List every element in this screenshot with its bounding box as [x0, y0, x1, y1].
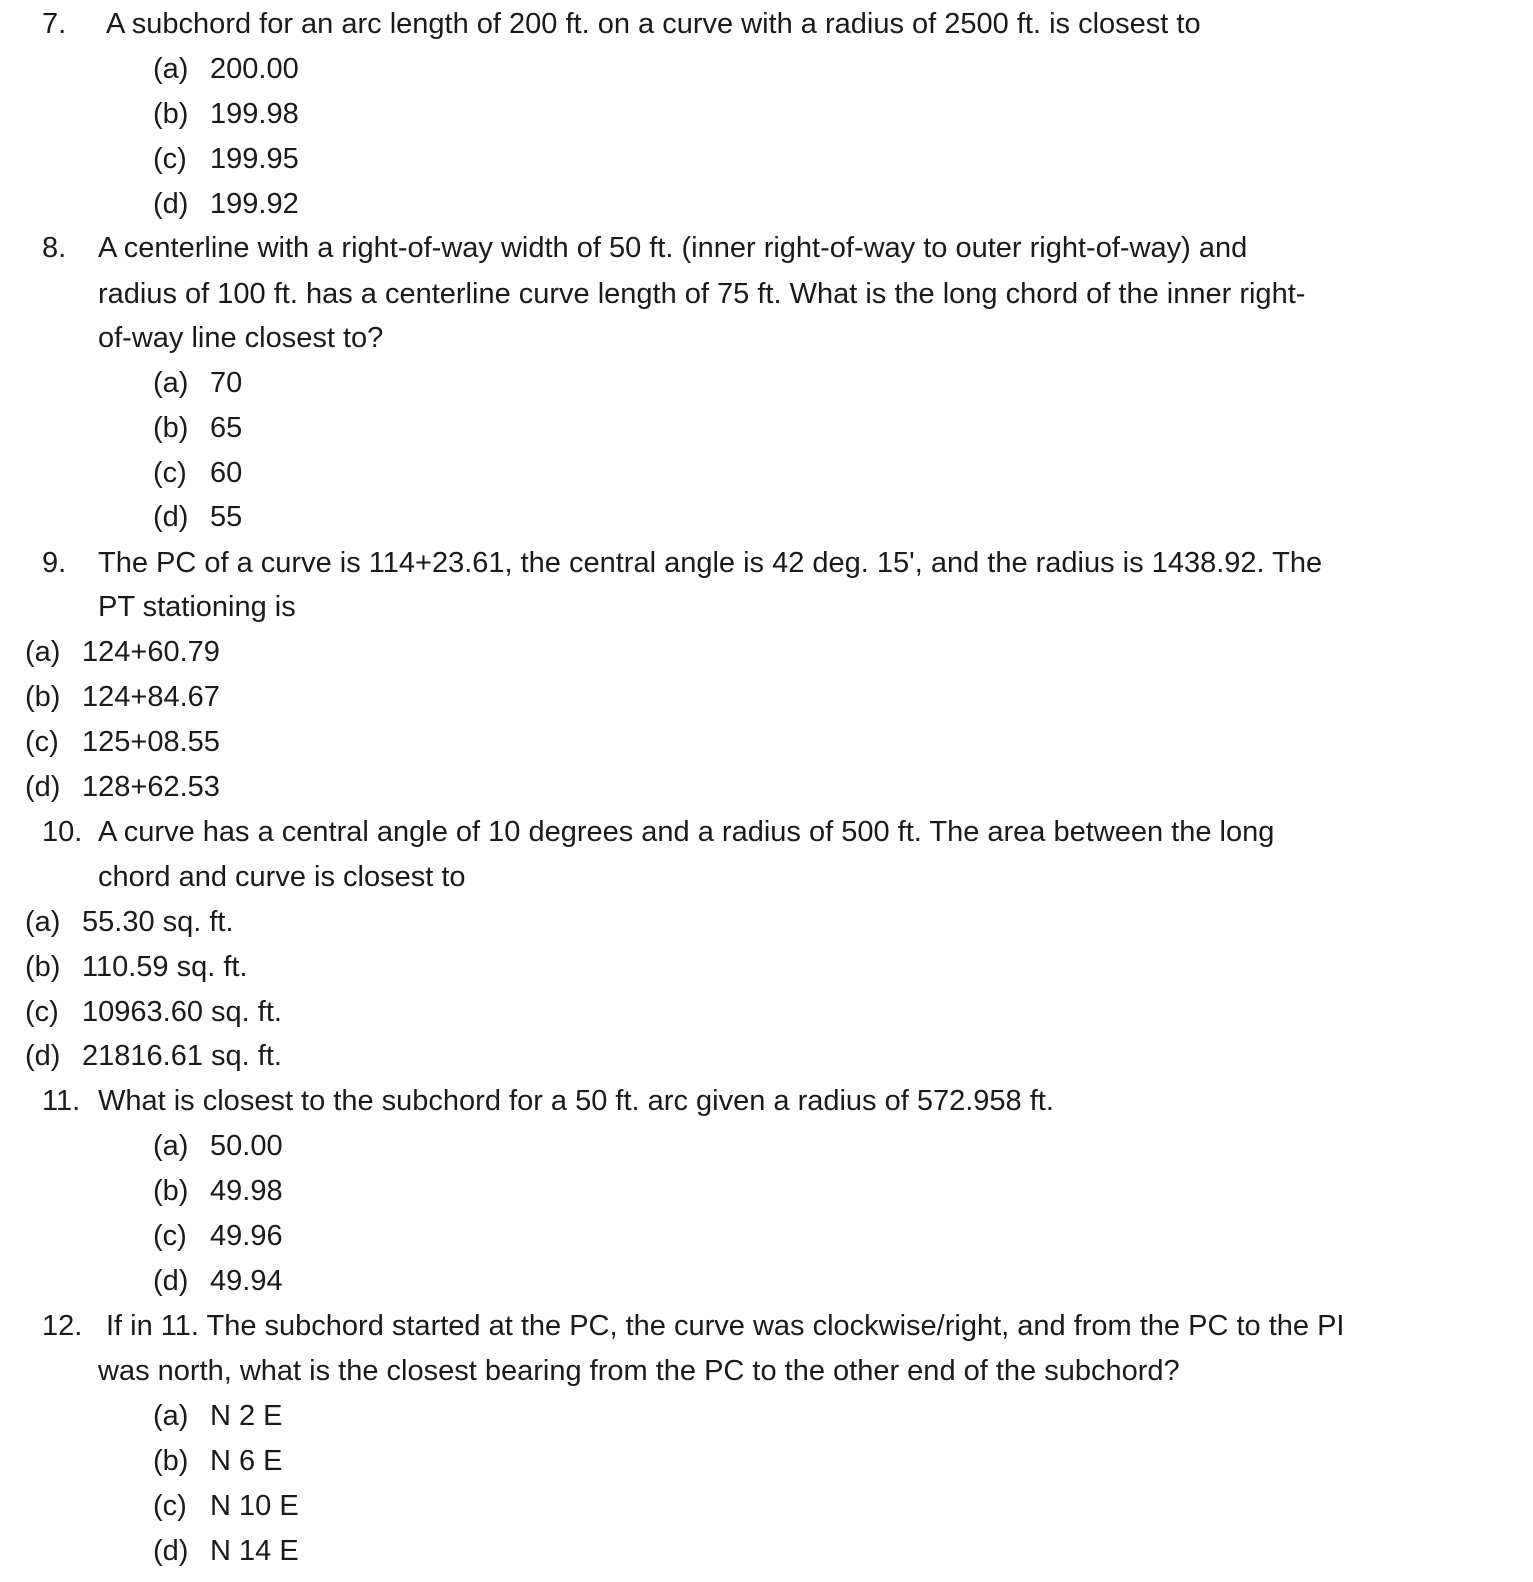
- option-value: 10963.60 sq. ft.: [82, 996, 282, 1028]
- question-text: A subchord for an arc length of 200 ft. on a curve with a radius of 2500 ft. is closest to: [106, 8, 1201, 40]
- question-text: The PC of a curve is 114+23.61, the central angle is 42 deg. 15', and the radius is 1438.92. The: [98, 547, 1323, 579]
- question-text: radius of 100 ft. has a centerline curve length of 75 ft. What is the long chord of the inner right-: [98, 278, 1306, 310]
- option-value: 49.94: [210, 1265, 283, 1297]
- question-text: PT stationing is: [98, 591, 296, 623]
- option-value: 124+60.79: [82, 636, 220, 668]
- option-letter: (a): [25, 906, 61, 938]
- question-text: If in 11. The subchord started at the PC, the curve was clockwise/right, and from the PC to the PI: [106, 1310, 1345, 1342]
- option-value: 200.00: [210, 53, 299, 85]
- option-value: N 6 E: [210, 1445, 283, 1477]
- option-value: 199.98: [210, 98, 299, 130]
- option-value: 55.30 sq. ft.: [82, 906, 234, 938]
- option-value: 55: [210, 501, 243, 533]
- question-number: 10.: [42, 816, 83, 848]
- option-letter: (c): [153, 143, 187, 175]
- option-value: 128+62.53: [82, 771, 220, 803]
- option-letter: (a): [153, 53, 189, 85]
- option-letter: (d): [25, 1040, 61, 1072]
- option-letter: (c): [25, 996, 59, 1028]
- question-text: chord and curve is closest to: [98, 861, 466, 893]
- option-value: 60: [210, 457, 243, 489]
- option-letter: (d): [25, 771, 61, 803]
- option-letter: (d): [153, 188, 189, 220]
- option-letter: (d): [153, 501, 189, 533]
- option-value: N 10 E: [210, 1490, 299, 1522]
- option-value: 199.92: [210, 188, 299, 220]
- option-letter: (c): [25, 726, 59, 758]
- question-number: 7.: [42, 8, 67, 40]
- option-letter: (d): [153, 1265, 189, 1297]
- option-value: 49.96: [210, 1220, 283, 1252]
- question-text: was north, what is the closest bearing from the PC to the other end of the subchord?: [98, 1355, 1180, 1387]
- question-text: of-way line closest to?: [98, 322, 384, 354]
- option-letter: (a): [153, 367, 189, 399]
- option-value: 49.98: [210, 1175, 283, 1207]
- option-value: 199.95: [210, 143, 299, 175]
- question-text: A curve has a central angle of 10 degrees and a radius of 500 ft. The area between the long: [98, 816, 1275, 848]
- option-value: 65: [210, 412, 243, 444]
- question-number: 9.: [42, 547, 67, 579]
- option-letter: (b): [153, 412, 189, 444]
- option-letter: (b): [153, 98, 189, 130]
- option-value: 21816.61 sq. ft.: [82, 1040, 282, 1072]
- option-letter: (c): [153, 1220, 187, 1252]
- option-letter: (d): [153, 1535, 189, 1567]
- option-value: N 2 E: [210, 1400, 283, 1432]
- option-letter: (b): [25, 951, 61, 983]
- option-letter: (a): [153, 1130, 189, 1162]
- question-text: A centerline with a right-of-way width of 50 ft. (inner right-of-way to outer right-of-way) and: [98, 232, 1248, 264]
- option-value: N 14 E: [210, 1535, 299, 1567]
- question-number: 12.: [42, 1310, 83, 1342]
- option-letter: (b): [153, 1175, 189, 1207]
- option-value: 70: [210, 367, 243, 399]
- option-letter: (c): [153, 457, 187, 489]
- option-letter: (a): [25, 636, 61, 668]
- option-value: 50.00: [210, 1130, 283, 1162]
- question-number: 11.: [42, 1085, 81, 1117]
- question-text: What is closest to the subchord for a 50 ft. arc given a radius of 572.958 ft.: [98, 1085, 1054, 1117]
- option-letter: (b): [25, 681, 61, 713]
- option-letter: (b): [153, 1445, 189, 1477]
- option-value: 124+84.67: [82, 681, 220, 713]
- option-letter: (a): [153, 1400, 189, 1432]
- option-value: 110.59 sq. ft.: [82, 951, 248, 983]
- question-number: 8.: [42, 232, 67, 264]
- option-value: 125+08.55: [82, 726, 220, 758]
- option-letter: (c): [153, 1490, 187, 1522]
